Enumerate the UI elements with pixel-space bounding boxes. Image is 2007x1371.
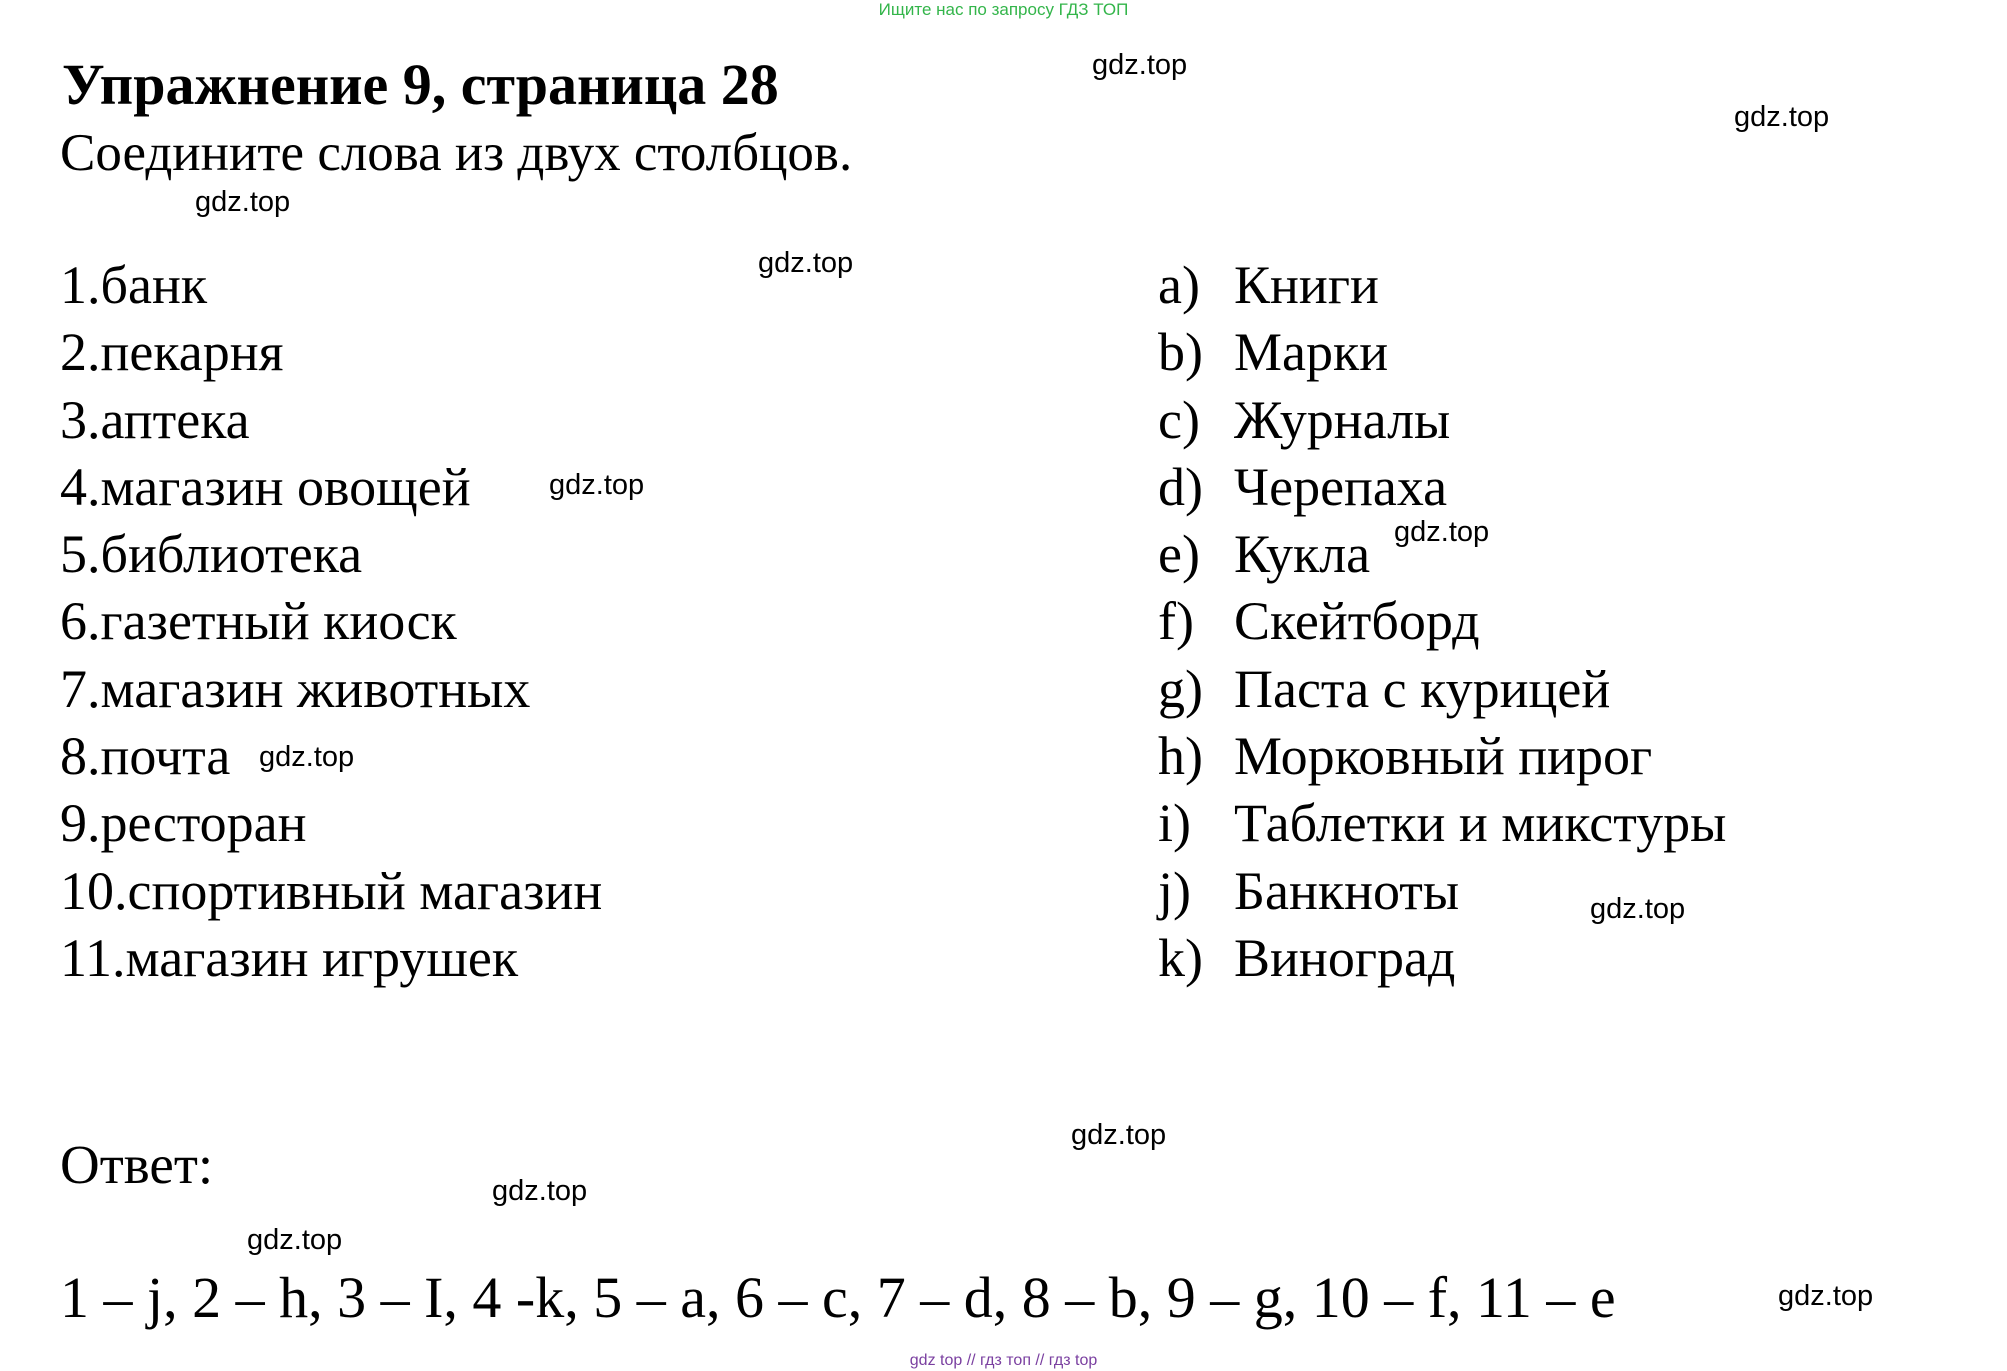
left-item: 1.банк bbox=[60, 255, 208, 315]
left-item: 10.спортивный магазин bbox=[60, 860, 603, 921]
watermark: gdz.top bbox=[1394, 516, 1490, 548]
answer-text: 1 – j, 2 – h, 3 – I, 4 -k, 5 – a, 6 – c, 7 – d, 8 – b, 9 – g, 10 – f, 11 – e bbox=[60, 1265, 1616, 1330]
right-item-letter: c) bbox=[1158, 389, 1200, 450]
right-item-text: Черепаха bbox=[1234, 456, 1448, 517]
page-title: Упражнение 9, страница 28 bbox=[62, 52, 779, 117]
right-item-letter: j) bbox=[1158, 860, 1191, 921]
right-item-letter: e) bbox=[1158, 524, 1200, 585]
right-item-letter: h) bbox=[1158, 726, 1203, 787]
left-item: 3.аптека bbox=[60, 389, 250, 450]
footer-links: gdz top // гдз топ // гдз top bbox=[909, 1352, 1098, 1369]
right-item-letter: b) bbox=[1158, 322, 1203, 383]
right-item bbox=[1158, 790, 1726, 857]
right-item-letter: d) bbox=[1158, 456, 1203, 517]
right-item-text: Скейтборд bbox=[1234, 591, 1480, 652]
right-item-text: Марки bbox=[1234, 322, 1389, 383]
left-item: 4.магазин овощей bbox=[60, 456, 471, 517]
top-banner: Ищите нас по запросу ГДЗ ТОП bbox=[878, 0, 1129, 19]
watermark: gdz.top bbox=[1590, 893, 1686, 925]
left-item: 7.магазин животных bbox=[60, 658, 531, 719]
left-item: 11.магазин игрушек bbox=[60, 927, 519, 988]
watermark: gdz.top bbox=[1734, 101, 1830, 133]
watermark: gdz.top bbox=[247, 1224, 343, 1256]
left-item: 8.почта bbox=[60, 726, 231, 787]
watermark: gdz.top bbox=[195, 186, 291, 218]
right-item bbox=[1158, 656, 1726, 723]
right-item bbox=[1158, 723, 1726, 790]
right-item-letter: k) bbox=[1158, 927, 1203, 988]
right-item-letter: g) bbox=[1158, 658, 1203, 719]
watermark: gdz.top bbox=[549, 469, 645, 501]
watermark: gdz.top bbox=[1071, 1119, 1167, 1151]
watermark: gdz.top bbox=[259, 741, 355, 773]
left-column bbox=[60, 252, 602, 992]
exercise-instruction: Соедините слова из двух столбцов. bbox=[60, 124, 853, 182]
left-item: 6.газетный киоск bbox=[60, 591, 457, 652]
right-item-text: Паста с курицей bbox=[1234, 658, 1611, 719]
watermark: gdz.top bbox=[492, 1175, 588, 1207]
left-item: 5.библиотека bbox=[60, 524, 363, 585]
right-item-text: Банкноты bbox=[1234, 860, 1460, 921]
right-item-letter: a) bbox=[1158, 255, 1200, 315]
right-item bbox=[1158, 319, 1726, 386]
right-item-text: Виноград bbox=[1234, 927, 1456, 988]
right-item bbox=[1158, 925, 1726, 992]
right-item-text: Таблетки и микстуры bbox=[1234, 793, 1727, 854]
right-item bbox=[1158, 387, 1726, 454]
right-item-text: Книги bbox=[1234, 255, 1379, 315]
right-item bbox=[1158, 252, 1726, 319]
left-item: 2.пекарня bbox=[60, 322, 284, 383]
right-item-text: Морковный пирог bbox=[1234, 726, 1653, 787]
answer-label: Ответ: bbox=[60, 1134, 214, 1195]
watermark: gdz.top bbox=[758, 247, 854, 279]
right-item-text: Журналы bbox=[1234, 389, 1451, 450]
right-item-letter: f) bbox=[1158, 591, 1194, 652]
right-item bbox=[1158, 454, 1726, 521]
right-item-letter: i) bbox=[1158, 793, 1191, 854]
watermark: gdz.top bbox=[1092, 49, 1188, 81]
right-column bbox=[1158, 252, 1726, 992]
right-item-text: Кукла bbox=[1234, 524, 1371, 585]
left-item: 9.ресторан bbox=[60, 793, 307, 854]
watermark: gdz.top bbox=[1778, 1280, 1874, 1312]
right-item bbox=[1158, 588, 1726, 655]
